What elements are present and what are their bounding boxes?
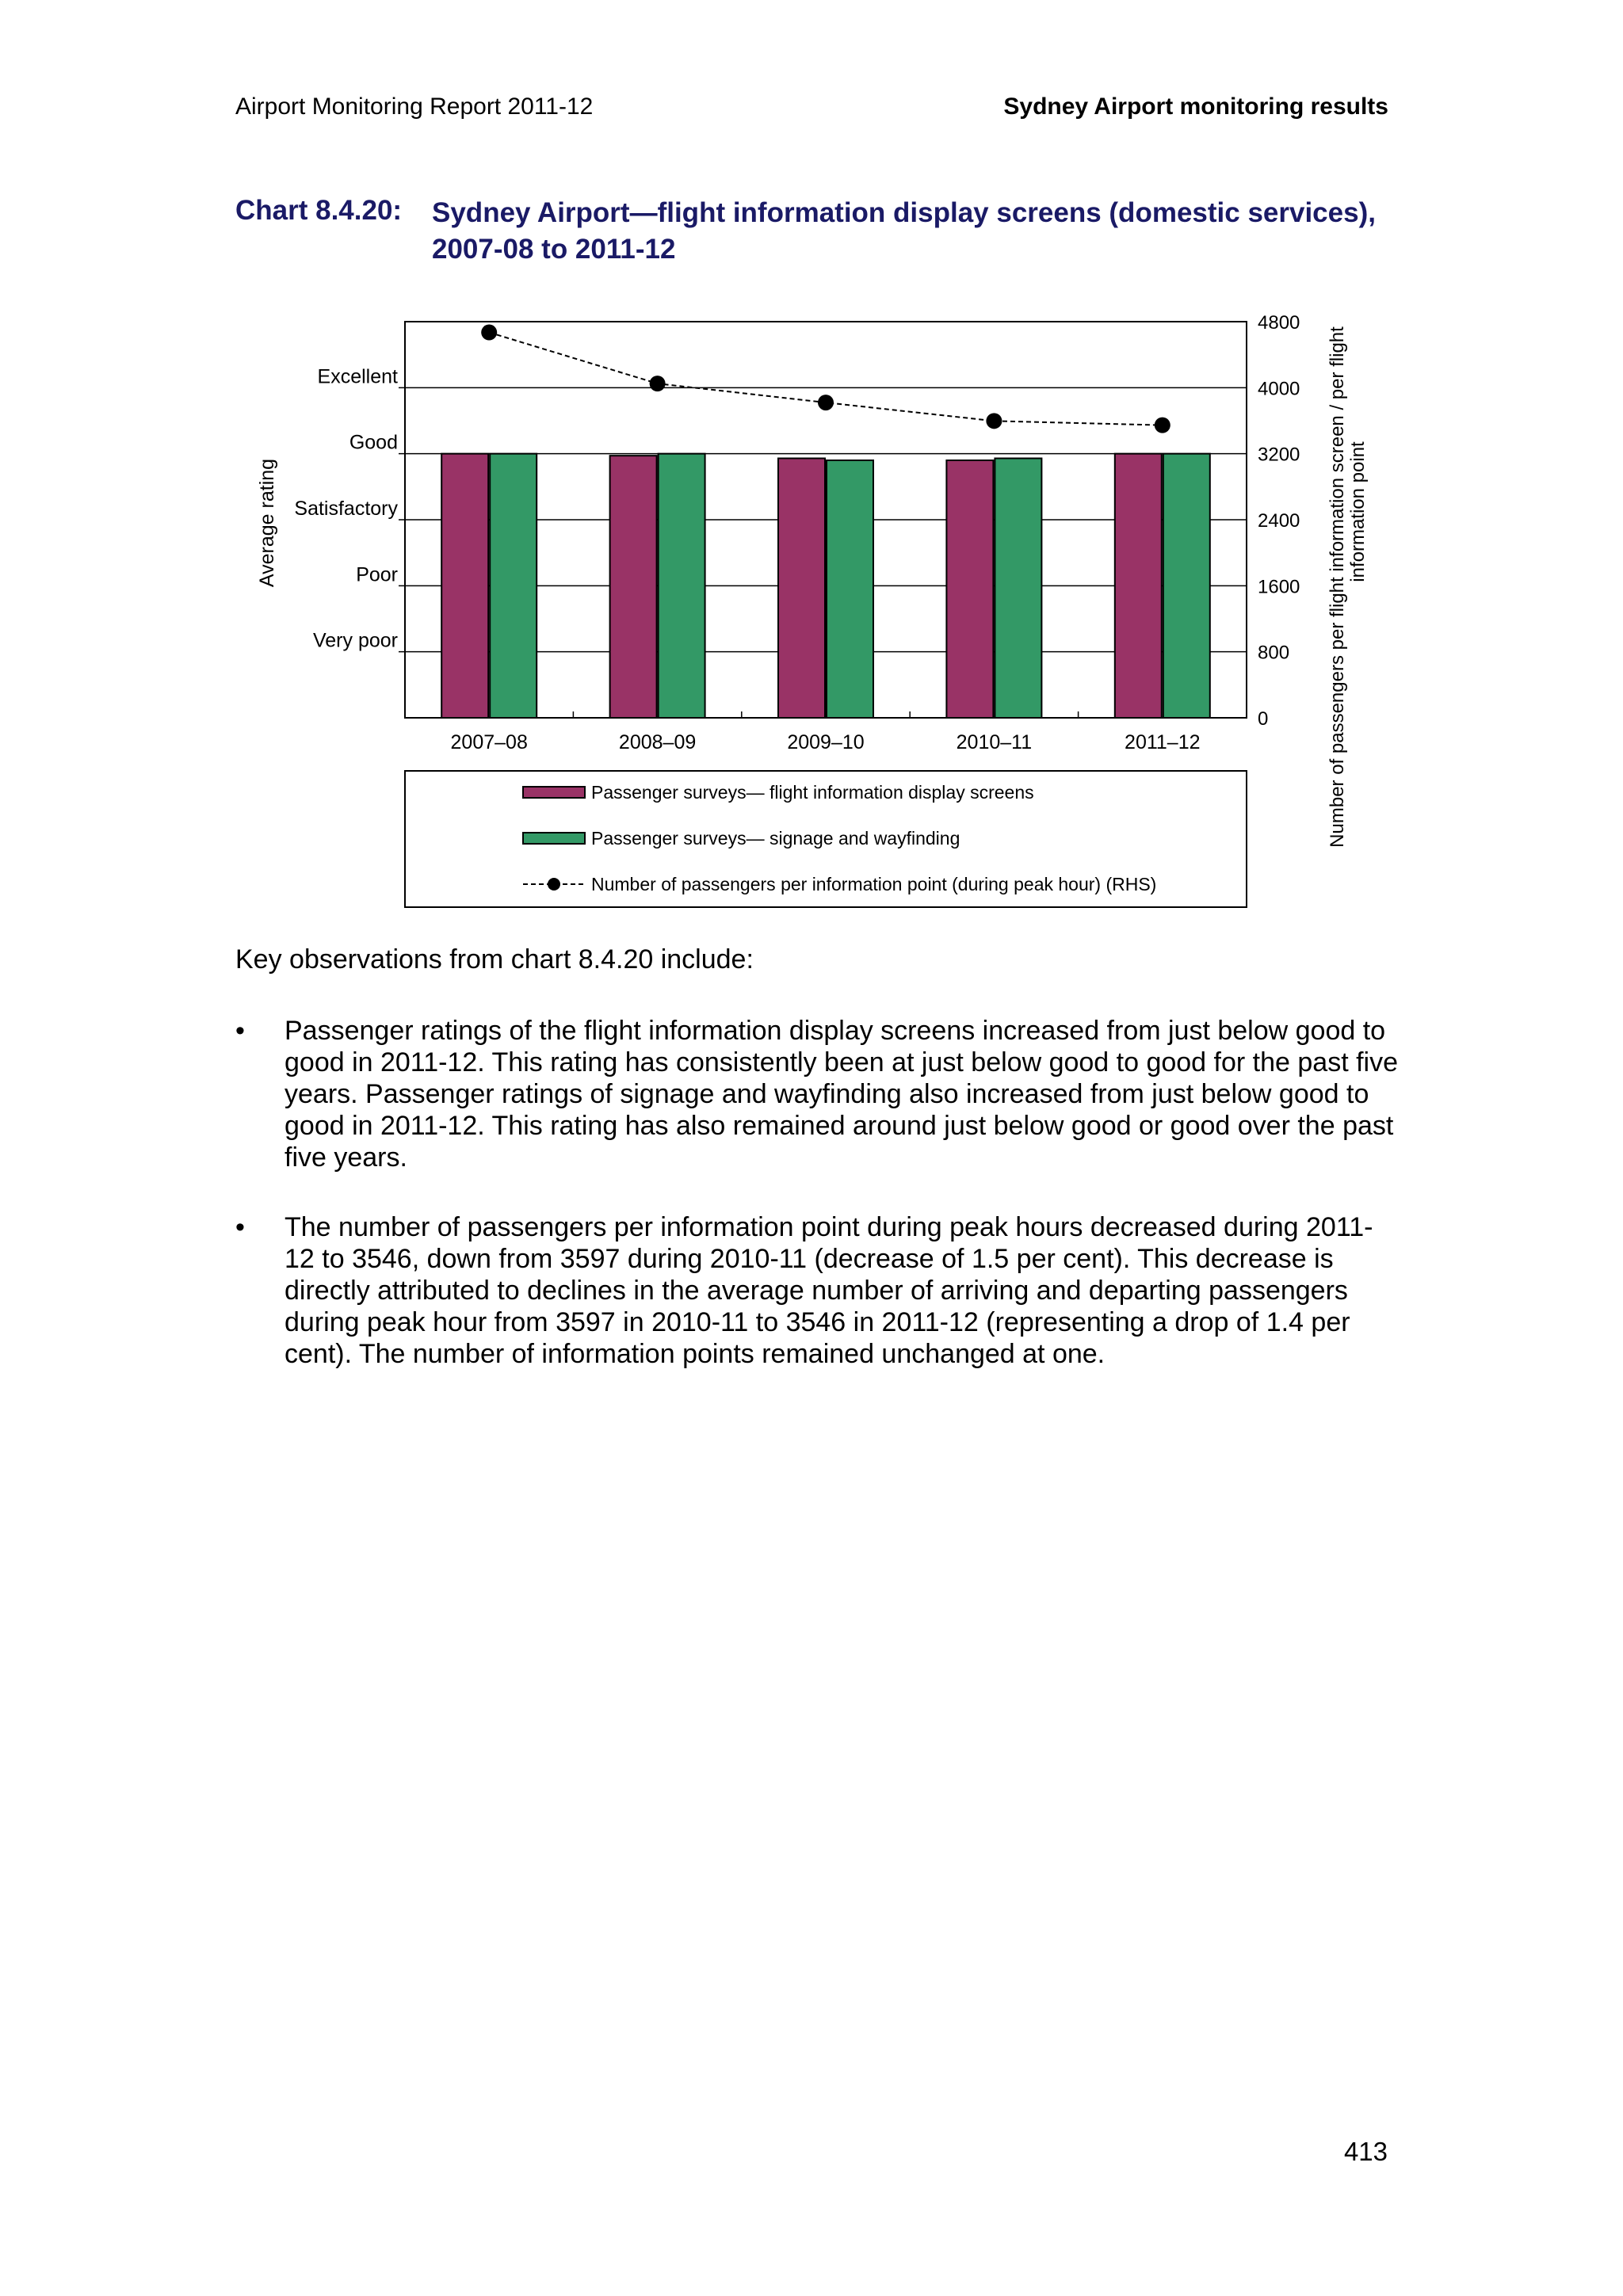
right-axis-title: information point <box>1347 441 1369 582</box>
list-item <box>235 1211 1400 1370</box>
x-tick-label: 2008–09 <box>618 731 697 753</box>
right-tick-label: 4000 <box>1258 378 1300 400</box>
legend-swatch-signage <box>523 833 585 844</box>
x-tick-label: 2007–08 <box>450 731 528 753</box>
legend-swatch-fids <box>523 787 585 798</box>
observation-text: The number of passengers per information point during peak hours decreased during 2011-12 to 3546, down from 3597 during 2010-11 (decrease of 1.5 per cent). This decrease is directly attributed to declines in the average number of arriving and departing passengers during peak hour from 3597 in 2010-11 to 3546 in 2011-12 (representing a drop of 1.4 per cent). The number of information points remained unchanged at one. <box>285 1212 1373 1369</box>
right-tick-label: 1600 <box>1258 576 1300 598</box>
list-item <box>235 1015 1400 1173</box>
bar-fids <box>1115 454 1162 718</box>
bar-signage <box>827 460 873 718</box>
left-tick-label: Good <box>349 431 398 454</box>
right-tick-label: 3200 <box>1258 444 1300 466</box>
left-tick-label: Poor <box>356 563 398 586</box>
x-tick-label: 2010–11 <box>956 731 1033 753</box>
chart-number: Chart 8.4.20: <box>235 195 403 226</box>
bar-fids <box>778 459 825 719</box>
legend-line-marker <box>548 878 560 891</box>
bar-signage <box>995 459 1041 719</box>
bar-signage <box>1163 454 1210 718</box>
observations-list <box>235 1015 1400 1408</box>
legend-label: Number of passengers per information point (during peak hour) (RHS) <box>591 874 1157 894</box>
left-tick-label: Satisfactory <box>294 498 398 520</box>
bullet-icon: • <box>235 1212 245 1242</box>
left-tick-label: Excellent <box>317 365 398 388</box>
bar-fids <box>441 454 488 718</box>
legend-label: Passenger surveys— signage and wayfinding <box>591 828 960 849</box>
header-report-title: Airport Monitoring Report 2011-12 <box>235 93 594 120</box>
legend-label: Passenger surveys— flight information display screens <box>591 782 1034 803</box>
line-marker <box>818 395 834 410</box>
right-axis-title: Number of passengers per flight information screen / per flight <box>1327 326 1348 848</box>
chart <box>0 0 1623 935</box>
line-marker <box>481 325 497 341</box>
bar-signage <box>490 454 537 718</box>
page-number: 413 <box>1343 2137 1388 2166</box>
right-tick-label: 2400 <box>1258 510 1300 532</box>
left-tick-label: Very poor <box>312 629 398 652</box>
bar-fids <box>946 460 993 718</box>
line-marker <box>1155 418 1170 433</box>
observation-text: Passenger ratings of the flight information display screens increased from just below good to good in 2011-12. This rating has consistently been at just below good to good for the past five years. Passenger ratings of signage and wayfinding also increased from just below good to good in 2011-12. This rating has also remained around just below good or good over the past five years. <box>285 1016 1398 1173</box>
x-tick-label: 2009–10 <box>787 731 865 753</box>
left-axis-title: Average rating <box>256 458 278 588</box>
right-tick-label: 0 <box>1258 708 1269 730</box>
chart-title: Sydney Airport—flight information display screens (domestic services), 2007-08 to 2011-12 <box>432 197 1376 265</box>
bar-fids <box>610 456 657 718</box>
bullet-icon: • <box>235 1016 245 1046</box>
line-marker <box>986 413 1002 429</box>
bar-signage <box>659 454 705 718</box>
right-tick-label: 4800 <box>1258 312 1300 334</box>
right-tick-label: 800 <box>1258 642 1290 664</box>
x-tick-label: 2011–12 <box>1125 731 1201 753</box>
line-marker <box>650 376 666 391</box>
observations-intro: Key observations from chart 8.4.20 include: <box>235 944 754 974</box>
header-section-title: Sydney Airport monitoring results <box>1003 93 1388 120</box>
